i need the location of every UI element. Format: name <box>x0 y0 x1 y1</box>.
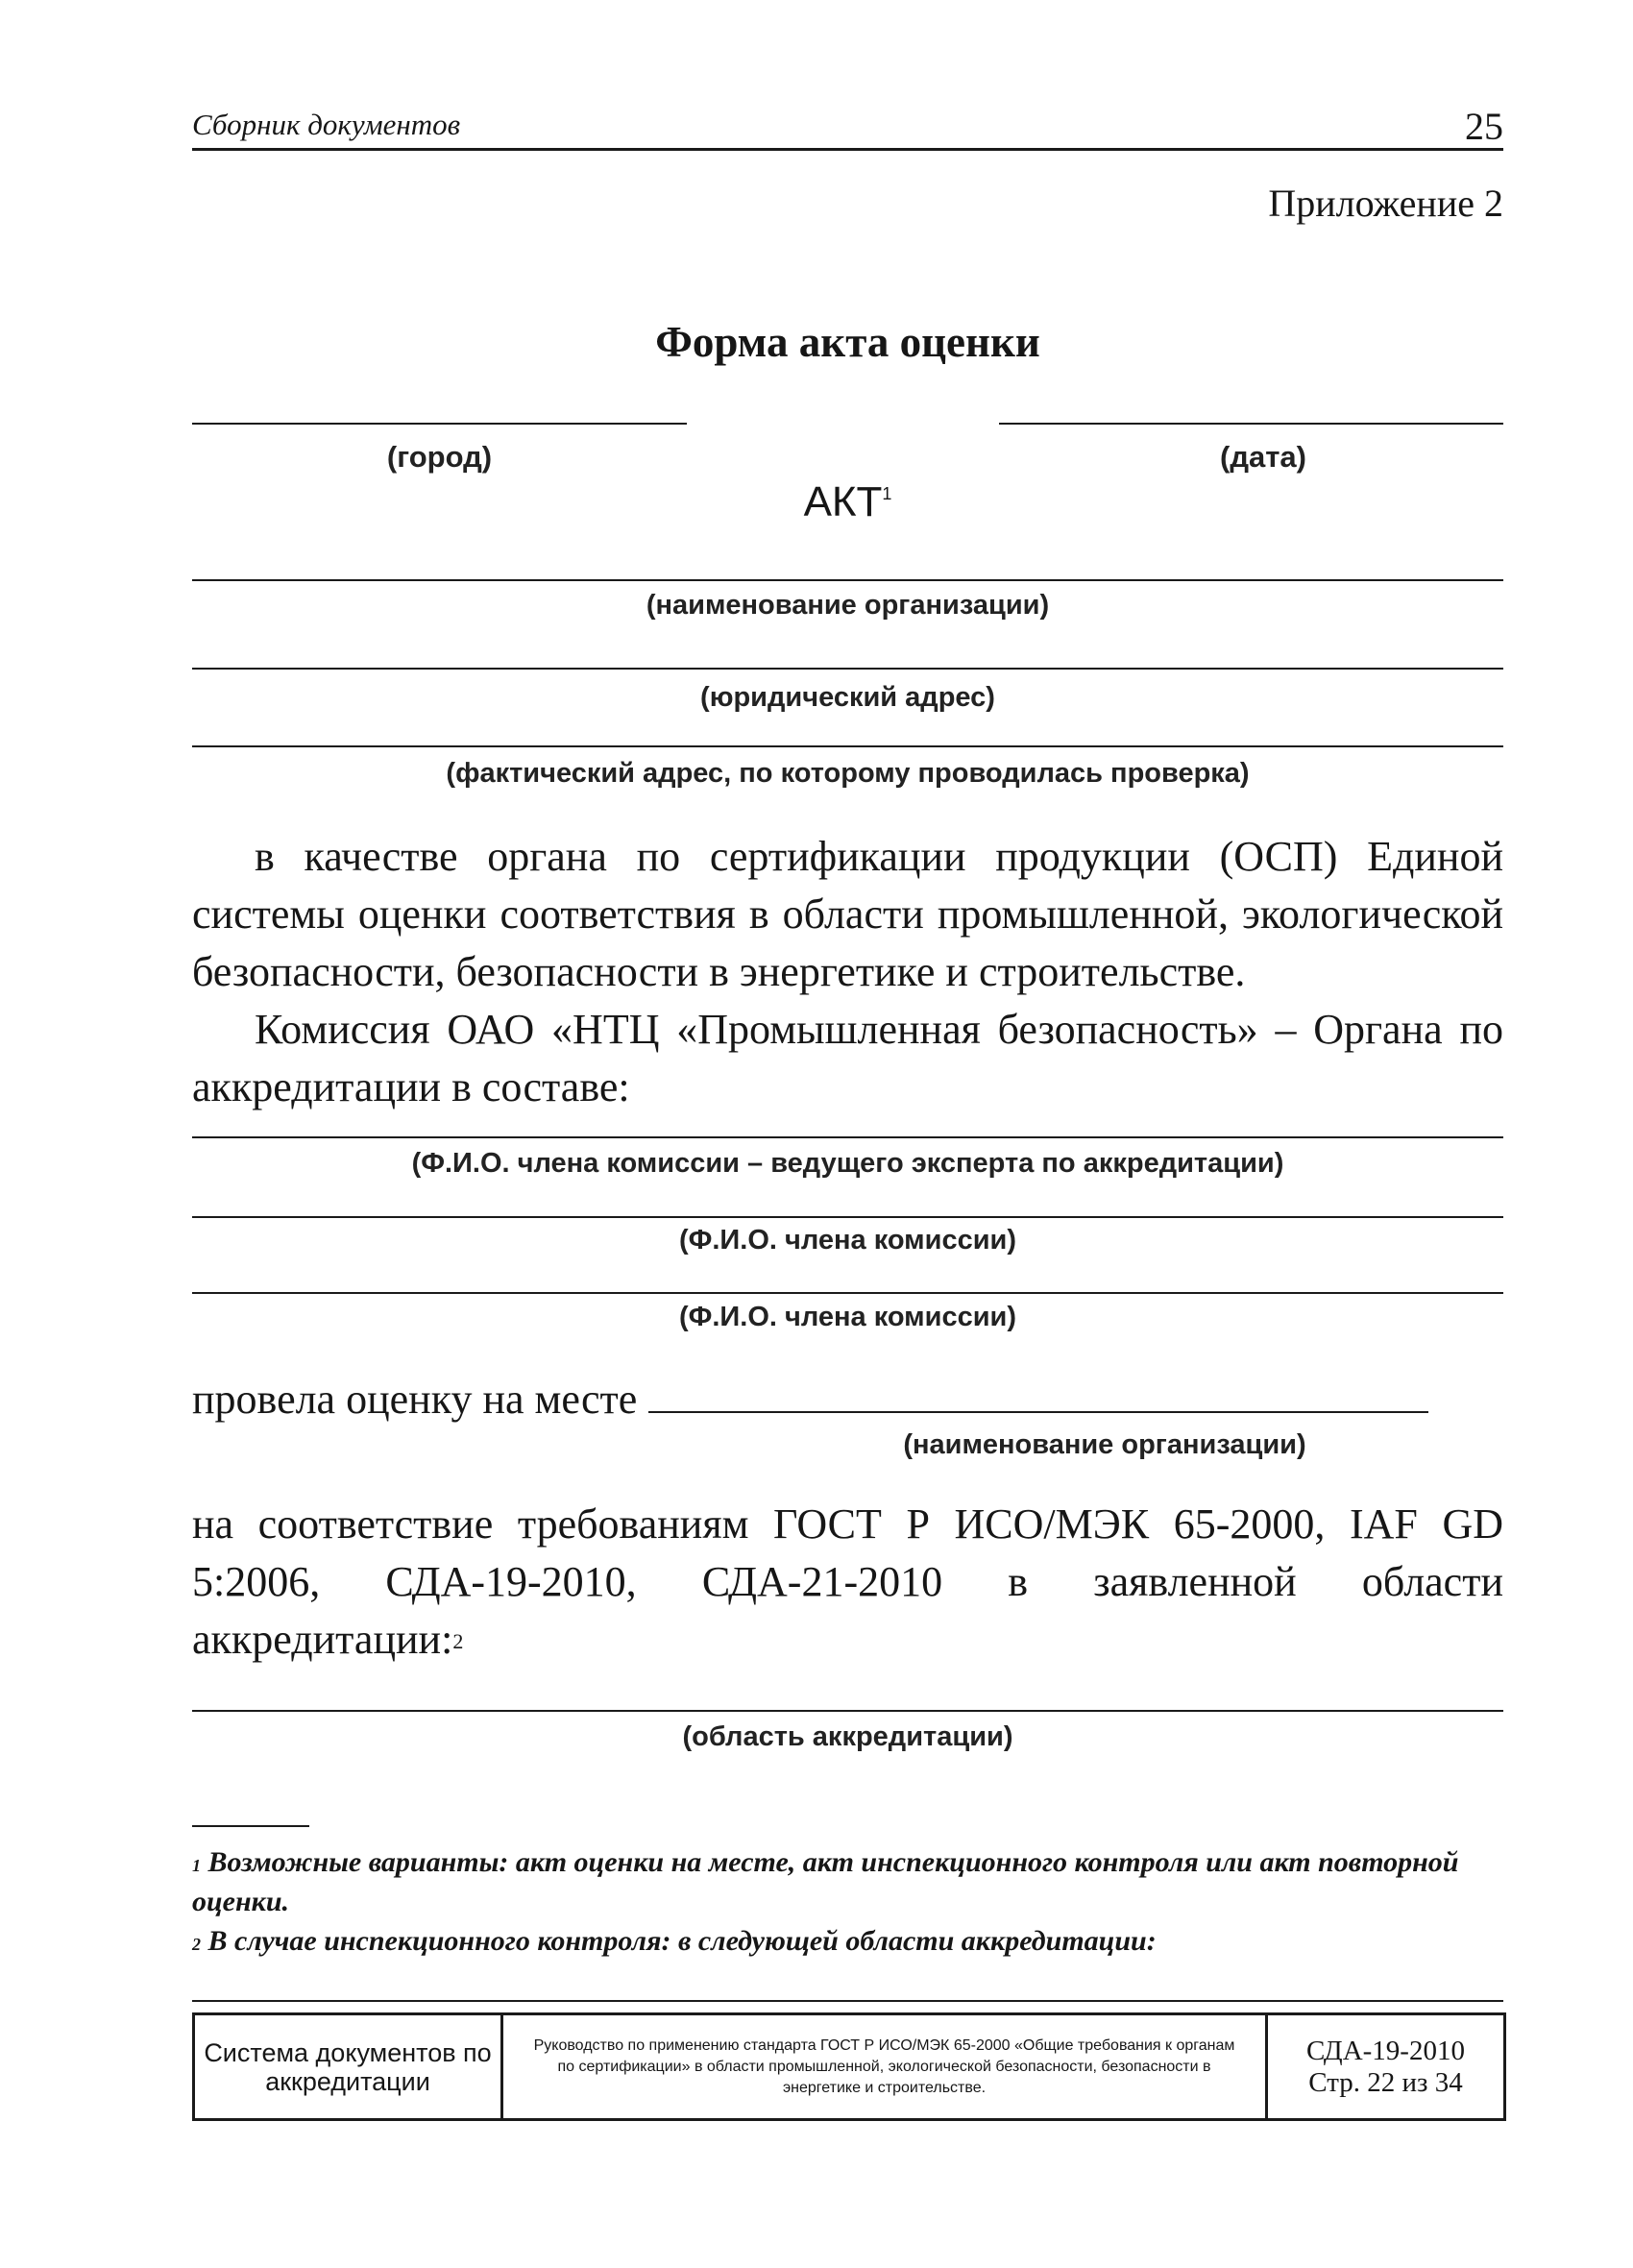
member-2-caption: (Ф.И.О. члена комиссии) <box>678 1225 1017 1256</box>
footer-code-cell <box>1268 2015 1503 2118</box>
requirements-footnote-ref: 2 <box>452 1629 464 1653</box>
org-name-line <box>192 579 1503 581</box>
header-divider <box>192 148 1503 151</box>
footer-description-cell: Руководство по применению стандарта ГОСТ Р ИСО/МЭК 65-2000 «Общие требования к органам по сертификации» в области промышленной, экологической безопасности, безопасности в энергетике и строительстве. <box>503 2015 1268 2118</box>
date-caption: (дата) <box>1220 440 1306 474</box>
conducted-org-line <box>648 1382 1428 1413</box>
member-3-line <box>192 1292 1503 1294</box>
conducted-label: провела оценку на месте <box>192 1376 638 1423</box>
legal-address-caption: (юридический адрес) <box>700 682 995 713</box>
footer-system-cell: Система документов по аккредитации <box>195 2015 503 2118</box>
page-number: 25 <box>1465 105 1503 148</box>
actual-address-line <box>192 745 1503 747</box>
body-paragraph-1: в качестве органа по сертификации продукции (ОСП) Единой системы оценки соответствия в области промышленной, экологической безопасности, безопасности в энергетике и строительстве. <box>192 833 1503 995</box>
member-3-caption: (Ф.И.О. члена комиссии) <box>678 1302 1017 1332</box>
appendix-label: Приложение 2 <box>1268 182 1503 225</box>
accreditation-scope-line <box>192 1710 1503 1712</box>
member-lead-caption: (Ф.И.О. члена комиссии – ведущего эксперта по аккредитации) <box>411 1148 1284 1179</box>
act-label: АКТ <box>803 478 883 525</box>
footnotes <box>192 1842 1503 1961</box>
footer-doc-code: СДА-19-2010 <box>1306 2035 1465 2066</box>
city-line <box>192 423 687 425</box>
date-line <box>999 423 1503 425</box>
form-title: Форма акта оценки <box>655 318 1040 366</box>
member-lead-line <box>192 1136 1503 1138</box>
legal-address-line <box>192 668 1503 670</box>
requirements-text: на соответствие требованиям ГОСТ Р ИСО/МЭК 65-2000, IAF GD 5:2006, СДА-19-2010, СДА-21-2010 в заявленной области аккредитации: <box>192 1500 1503 1663</box>
accreditation-scope-caption: (область аккредитации) <box>682 1721 1013 1752</box>
footer-divider <box>192 2000 1503 2002</box>
document-footer-table <box>192 2012 1506 2121</box>
city-caption: (город) <box>386 440 493 474</box>
org-name-2-caption: (наименование организации) <box>903 1429 1306 1460</box>
footnote-divider <box>192 1825 309 1827</box>
footnote-1 <box>192 1842 1503 1921</box>
footnote-2-mark: 2 <box>192 1935 201 1954</box>
actual-address-caption: (фактический адрес, по которому проводилась проверка) <box>446 758 1250 789</box>
body-paragraph-2: Комиссия ОАО «НТЦ «Промышленная безопасность» – Органа по аккредитации в составе: <box>192 1006 1503 1110</box>
body-paragraphs <box>192 828 1503 1116</box>
footer-page-info: Стр. 22 из 34 <box>1308 2066 1463 2098</box>
footnote-1-mark: 1 <box>192 1856 201 1875</box>
footnote-1-text: Возможные варианты: акт оценки на месте, акт инспекционного контроля или акт повторной оценки. <box>192 1846 1459 1917</box>
footnote-2 <box>192 1921 1503 1961</box>
footnote-2-text: В случае инспекционного контроля: в следующей области аккредитации: <box>207 1925 1157 1957</box>
org-name-caption: (наименование организации) <box>646 590 1050 621</box>
requirements-paragraph <box>192 1496 1503 1669</box>
member-2-line <box>192 1216 1503 1218</box>
act-heading <box>192 478 1503 526</box>
conducted-line-text <box>192 1371 1503 1428</box>
running-header-title: Сборник документов <box>192 108 461 141</box>
act-footnote-ref: 1 <box>882 484 892 503</box>
